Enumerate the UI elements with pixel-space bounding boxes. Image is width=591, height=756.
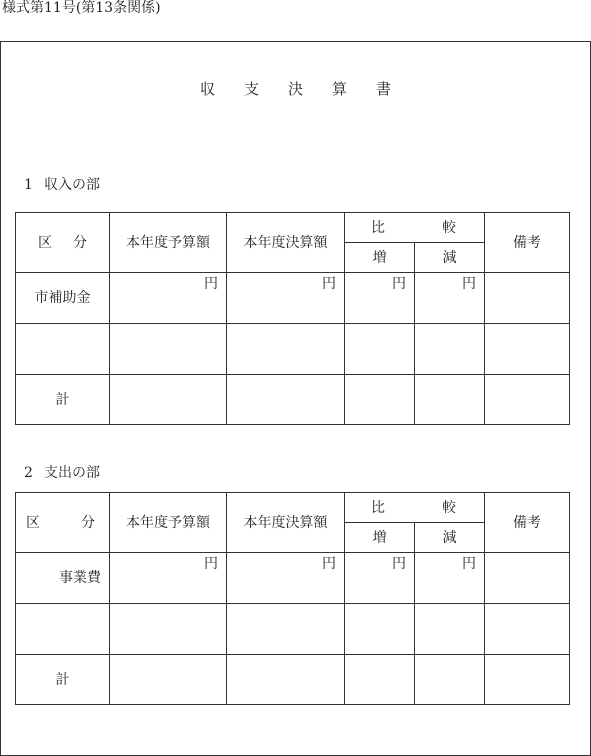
income-header-budget: 本年度予算額	[110, 213, 227, 273]
expenditure-total-label: 計	[16, 655, 110, 705]
expenditure-row-2-remarks[interactable]	[485, 604, 570, 655]
expenditure-row-1-category-text: 事業費	[59, 570, 101, 586]
title-char-1: 収	[199, 80, 215, 98]
expenditure-row-2-budget[interactable]	[110, 604, 227, 655]
income-total-decrease[interactable]	[415, 375, 485, 425]
expenditure-row-1	[16, 553, 570, 604]
expenditure-row-1-category	[16, 553, 110, 604]
income-header-compare-left: 比	[371, 219, 385, 236]
unit-label: 円	[322, 276, 336, 292]
unit-label: 円	[462, 276, 476, 292]
expenditure-row-2	[16, 604, 570, 655]
income-header-decrease: 減	[415, 243, 485, 273]
expenditure-header-row	[16, 493, 570, 523]
expenditure-row-1-decrease[interactable]	[415, 553, 485, 604]
expenditure-row-1-increase[interactable]	[345, 553, 415, 604]
expenditure-header-comparison	[345, 493, 485, 523]
income-header-category-right: 分	[73, 234, 87, 251]
expenditure-row-2-settlement[interactable]	[227, 604, 345, 655]
income-header-comparison	[345, 213, 485, 243]
income-row-2-category[interactable]	[16, 324, 110, 375]
income-header-category-left: 区	[38, 234, 52, 251]
expenditure-table	[15, 492, 570, 705]
income-total-increase[interactable]	[345, 375, 415, 425]
income-total-budget[interactable]	[110, 375, 227, 425]
expenditure-row-1-settlement[interactable]	[227, 553, 345, 604]
income-row-1-remarks[interactable]	[485, 273, 570, 324]
unit-label: 円	[392, 276, 406, 292]
income-header-compare-right: 較	[442, 219, 456, 236]
expenditure-header-compare-left: 比	[371, 499, 385, 516]
income-row-1	[16, 273, 570, 324]
income-row-1-decrease[interactable]	[415, 273, 485, 324]
unit-label: 円	[462, 556, 476, 572]
unit-label: 円	[204, 276, 218, 292]
form-number: 様式第11号(第13条関係)	[2, 0, 161, 16]
expenditure-total-row	[16, 655, 570, 705]
income-row-2-decrease[interactable]	[415, 324, 485, 375]
expenditure-row-2-category[interactable]	[16, 604, 110, 655]
income-section-label: 収入の部	[44, 177, 100, 193]
expenditure-row-2-decrease[interactable]	[415, 604, 485, 655]
expenditure-header-remarks: 備考	[485, 493, 570, 553]
title-char-4: 算	[331, 80, 347, 98]
income-row-1-increase[interactable]	[345, 273, 415, 324]
expenditure-section-label: 支出の部	[44, 465, 100, 481]
title-char-2: 支	[243, 80, 259, 98]
document-title	[0, 80, 591, 98]
income-row-1-settlement[interactable]	[227, 273, 345, 324]
expenditure-total-settlement[interactable]	[227, 655, 345, 705]
income-header-settlement: 本年度決算額	[227, 213, 345, 273]
income-row-2	[16, 324, 570, 375]
income-row-1-category: 市補助金	[16, 273, 110, 324]
expenditure-row-1-remarks[interactable]	[485, 553, 570, 604]
expenditure-row-2-increase[interactable]	[345, 604, 415, 655]
unit-label: 円	[322, 556, 336, 572]
income-total-label: 計	[16, 375, 110, 425]
income-row-2-settlement[interactable]	[227, 324, 345, 375]
expenditure-header-budget: 本年度予算額	[110, 493, 227, 553]
income-header-row	[16, 213, 570, 243]
income-header-increase: 増	[345, 243, 415, 273]
title-char-3: 決	[287, 80, 303, 98]
income-row-2-increase[interactable]	[345, 324, 415, 375]
income-row-2-budget[interactable]	[110, 324, 227, 375]
income-row-2-remarks[interactable]	[485, 324, 570, 375]
unit-label: 円	[204, 556, 218, 572]
income-section-heading	[24, 177, 100, 193]
expenditure-header-increase: 増	[345, 523, 415, 553]
title-char-5: 書	[375, 80, 391, 98]
income-total-remarks[interactable]	[485, 375, 570, 425]
expenditure-header-settlement: 本年度決算額	[227, 493, 345, 553]
expenditure-header-category-right: 分	[81, 514, 95, 531]
income-header-category	[16, 213, 110, 273]
unit-label: 円	[392, 556, 406, 572]
income-total-row	[16, 375, 570, 425]
expenditure-header-category-left: 区	[26, 514, 40, 531]
expenditure-header-decrease: 減	[415, 523, 485, 553]
expenditure-total-decrease[interactable]	[415, 655, 485, 705]
income-section-number: 1	[24, 177, 33, 193]
income-total-settlement[interactable]	[227, 375, 345, 425]
expenditure-total-increase[interactable]	[345, 655, 415, 705]
income-table	[15, 212, 570, 425]
expenditure-section-heading	[24, 465, 100, 481]
income-row-1-budget[interactable]	[110, 273, 227, 324]
expenditure-header-compare-right: 較	[442, 499, 456, 516]
expenditure-section-number: 2	[24, 465, 33, 481]
expenditure-row-1-budget[interactable]	[110, 553, 227, 604]
expenditure-total-budget[interactable]	[110, 655, 227, 705]
expenditure-total-remarks[interactable]	[485, 655, 570, 705]
income-header-remarks: 備考	[485, 213, 570, 273]
expenditure-header-category	[16, 493, 110, 553]
